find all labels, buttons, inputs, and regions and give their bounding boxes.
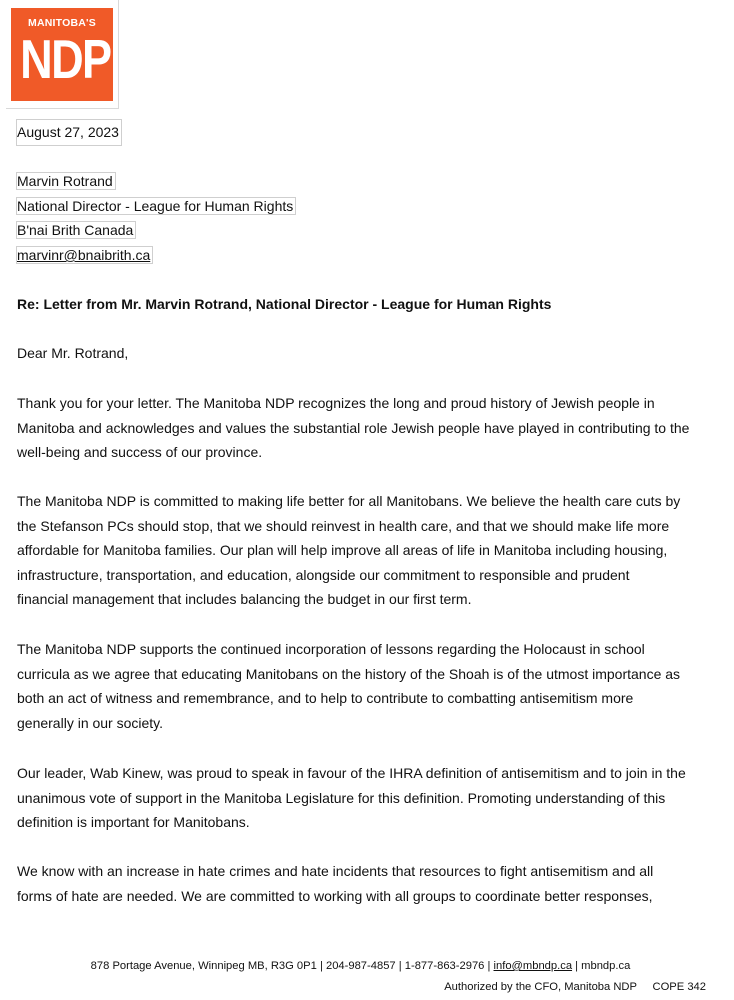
paragraph-5 [17, 859, 707, 908]
recipient-organization: B'nai Brith Canada [17, 222, 134, 238]
paragraph-line: the Stefanson PCs should stop, that we should reinvest in health care, and that we should make life more [17, 517, 670, 534]
subject-line: Re: Letter from Mr. Marvin Rotrand, National Director - League for Human Rights [17, 296, 552, 312]
footer-email-link[interactable]: info@mbndp.ca [493, 960, 573, 972]
paragraph-line: Our leader, Wab Kinew, was proud to speak in favour of the IHRA definition of antisemitism and to join in the [17, 765, 686, 781]
paragraph-line: generally in our society. [17, 714, 164, 731]
footer-cope: COPE 342 [652, 981, 706, 993]
recipient-name: Marvin Rotrand [17, 173, 113, 189]
footer-address: 878 Portage Avenue, Winnipeg MB, R3G 0P1 [90, 960, 317, 972]
footer-phone: 204-987-4857 [325, 960, 396, 972]
paragraph-line: forms of hate are needed. We are committed to working with all groups to coordinate better responses, [17, 887, 653, 904]
paragraph-line: Thank you for your letter. The Manitoba NDP recognizes the long and proud history of Jewish people in [17, 395, 655, 411]
paragraph-line: definition is important for Manitobans. [17, 814, 250, 831]
paragraph-line: We know with an increase in hate crimes and hate incidents that resources to fight antisemitism and all [17, 863, 654, 879]
recipient-title: National Director - League for Human Rights [17, 198, 294, 214]
footer-contact: 878 Portage Avenue, Winnipeg MB, R3G 0P1 | 204-987-4857 | 1-877-863-2976 | info@mbndp.ca | mbndp.ca [90, 960, 631, 972]
salutation: Dear Mr. Rotrand, [17, 345, 129, 361]
paragraph-line: The Manitoba NDP supports the continued incorporation of lessons regarding the Holocaust in school [17, 641, 645, 657]
logo-main-text: NDP [20, 28, 111, 90]
paragraph-4 [17, 761, 707, 835]
letter-date: August 27, 2023 [17, 120, 121, 145]
paragraph-line: well-being and success of our province. [17, 444, 263, 461]
footer-tollfree: 1-877-863-2976 [404, 960, 485, 972]
paragraph-line: both an act of witness and remembrance, and to help to contribute to combatting antisemitism more [17, 690, 634, 707]
footer-authorization [444, 979, 706, 995]
paragraph-line: curricula as we agree that educating Manitobans on the history of the Shoah is of the utmost importance as [17, 665, 681, 682]
paragraph-2 [17, 489, 707, 612]
recipient-email[interactable]: marvinr@bnaibrith.ca [17, 247, 151, 263]
paragraph-line: The Manitoba NDP is committed to making life better for all Manitobans. We believe the health care cuts by [17, 493, 681, 509]
logo-top-text: MANITOBA'S [28, 17, 96, 29]
footer-authorized: Authorized by the CFO, Manitoba NDP [444, 981, 637, 993]
paragraph-1 [17, 391, 707, 465]
paragraph-3 [17, 637, 707, 735]
paragraph-line: financial management that includes balancing the budget in our first term. [17, 591, 472, 608]
paragraph-line: Manitoba and acknowledges and values the substantial role Jewish people have played in contributing to the [17, 419, 690, 436]
paragraph-line: infrastructure, transportation, and education, alongside our commitment to responsible and prudent [17, 566, 630, 583]
ndp-logo [11, 8, 113, 101]
footer-website[interactable]: mbndp.ca [581, 960, 631, 972]
paragraph-line: affordable for Manitoba families. Our plan will help improve all areas of life in Manitoba including housing, [17, 542, 668, 559]
paragraph-line: unanimous vote of support in the Manitoba Legislature for this definition. Promoting understanding of this [17, 789, 666, 806]
